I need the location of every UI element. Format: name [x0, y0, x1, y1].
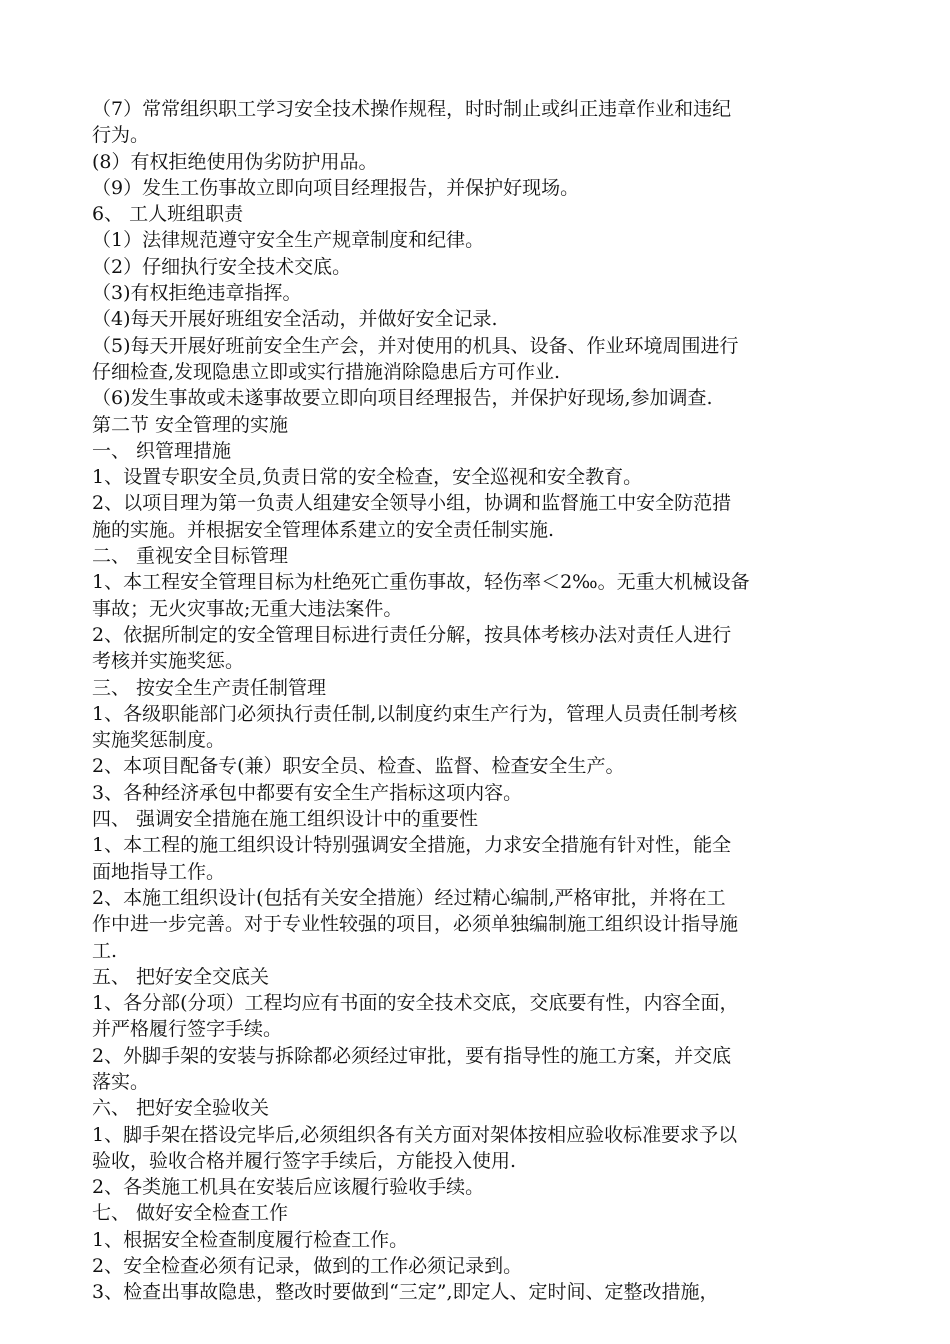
text-line: 面地指导工作。 — [92, 860, 226, 883]
text-line: 施的实施。并根据安全管理体系建立的安全责任制实施. — [92, 518, 555, 541]
text-line: 2、以项目理为第一负责人组建安全领导小组，协调和监督施工中安全防范措 — [92, 492, 732, 515]
text-line: 实施奖惩制度。 — [92, 729, 226, 752]
text-line: 作中进一步完善。对于专业性较强的项目，必须单独编制施工组织设计指导施 — [92, 913, 739, 936]
text-line: （2）仔细执行安全技术交底。 — [92, 255, 352, 278]
text-line: 2、各类施工机具在安装后应该履行验收手续。 — [92, 1176, 485, 1199]
text-line: （1）法律规范遵守安全生产规章制度和纪律。 — [92, 229, 485, 252]
section-heading: 六、 把好安全验收关 — [92, 1097, 270, 1120]
text-line: （6)发生事故或未遂事故要立即向项目经理报告，并保护好现场,参加调查. — [92, 387, 713, 410]
text-line: 1、设置专职安全员,负责日常的安全检查，安全巡视和安全教育。 — [92, 466, 643, 489]
text-line: 2、外脚手架的安装与拆除都必须经过审批，要有指导性的施工方案，并交底 — [92, 1044, 732, 1067]
text-line: 落实。 — [92, 1070, 150, 1093]
text-line: 1、本工程安全管理目标为杜绝死亡重伤事故，轻伤率＜2‰。无重大机械设备 — [92, 571, 750, 594]
section-heading: 二、 重视安全目标管理 — [92, 545, 289, 568]
text-line: 2、安全检查必须有记录，做到的工作必须记录到。 — [92, 1255, 523, 1278]
section-heading: 三、 按安全生产责任制管理 — [92, 676, 327, 699]
text-line: 工. — [92, 939, 118, 962]
text-line: 事故；无火灾事故;无重大违法案件。 — [92, 597, 403, 620]
text-line: （7）常常组织职工学习安全技术操作规程，时时制止或纠正违章作业和违纪 — [92, 98, 732, 120]
text-line: 3、各种经济承包中都要有安全生产指标这项内容。 — [92, 781, 523, 804]
document-body — [92, 96, 872, 1306]
text-line: 3、检查出事故隐患，整改时要做到“三定”,即定人、定时间、定整改措施， — [92, 1281, 719, 1304]
text-line: 1、根据安全检查制度履行检查工作。 — [92, 1228, 409, 1251]
section-heading: 五、 把好安全交底关 — [92, 965, 270, 988]
section-heading: 6、 工人班组职责 — [92, 203, 244, 226]
text-line: 并严格履行签字手续。 — [92, 1018, 283, 1041]
text-line: 行为。 — [92, 124, 150, 147]
text-line: 考核并实施奖惩。 — [92, 650, 245, 673]
text-line: 1、本工程的施工组织设计特别强调安全措施，力求安全措施有针对性，能全 — [92, 834, 732, 857]
section-heading: 四、 强调安全措施在施工组织设计中的重要性 — [92, 808, 479, 831]
text-line: （9）发生工伤事故立即向项目经理报告，并保护好现场。 — [92, 176, 580, 199]
text-line: 2、本施工组织设计(包括有关安全措施）经过精心编制,严格审批，并将在工 — [92, 886, 726, 909]
section-heading: 七、 做好安全检查工作 — [92, 1202, 289, 1225]
text-line: （3)有权拒绝违章指挥。 — [92, 282, 302, 305]
text-line: 1、各分部(分项）工程均应有书面的安全技术交底，交底要有性，内容全面， — [92, 992, 739, 1015]
text-line: (8）有权拒绝使用伪劣防护用品。 — [92, 150, 378, 173]
text-line: 1、脚手架在搭设完毕后,必须组织各有关方面对架体按相应验收标准要求予以 — [92, 1123, 738, 1146]
section-heading: 第二节 安全管理的实施 — [92, 413, 289, 436]
text-line: （5)每天开展好班前安全生产会，并对使用的机具、设备、作业环境周围进行 — [92, 334, 739, 357]
text-line: 2、依据所制定的安全管理目标进行责任分解，按具体考核办法对责任人进行 — [92, 623, 732, 646]
text-line: （4)每天开展好班组安全活动，并做好安全记录. — [92, 308, 498, 331]
section-heading: 一、 织管理措施 — [92, 439, 232, 462]
text-line: 验收，验收合格并履行签字手续后，方能投入使用. — [92, 1149, 517, 1172]
text-line: 1、各级职能部门必须执行责任制,以制度约束生产行为，管理人员责任制考核 — [92, 702, 738, 725]
text-line: 2、本项目配备专(兼）职安全员、检查、监督、检查安全生产。 — [92, 755, 625, 778]
text-line: 仔细检查,发现隐患立即或实行措施消除隐患后方可作业. — [92, 360, 561, 383]
